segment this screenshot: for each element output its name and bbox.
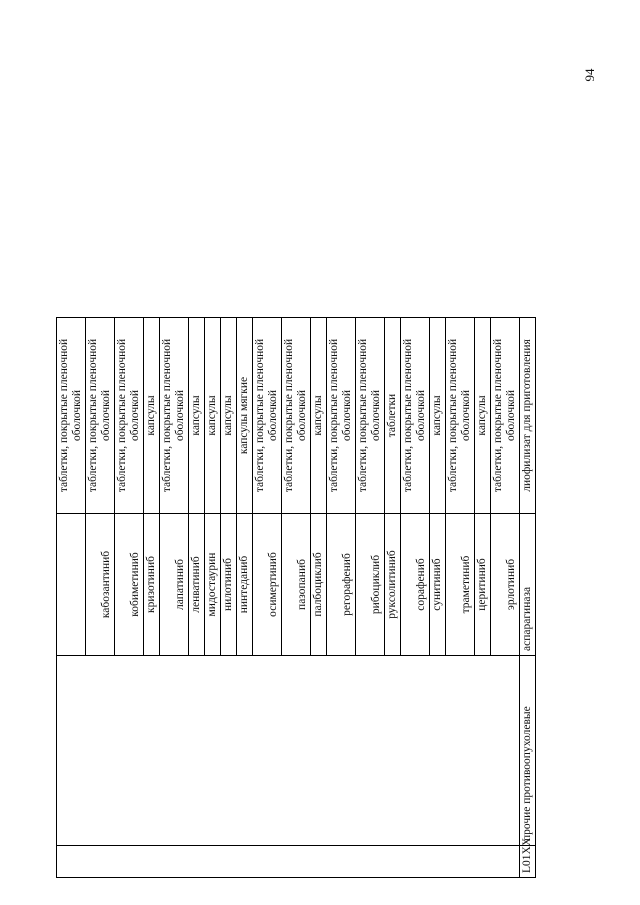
drug-name-cell: руксолитиниб xyxy=(385,514,401,656)
drug-table-body xyxy=(57,318,536,878)
drug-name-cell: регорафениб xyxy=(327,514,356,656)
dosage-form-cell: таблетки, покрытые пленочной оболочкой xyxy=(160,318,189,514)
table-row xyxy=(520,318,536,878)
drug-name-cell: церитиниб xyxy=(475,514,491,656)
drug-table-rotated xyxy=(56,318,552,878)
dosage-form-cell: капсулы xyxy=(144,318,160,514)
table-row xyxy=(57,318,86,878)
dosage-form-cell: таблетки, покрытые пленочной оболочкой xyxy=(115,318,144,514)
dosage-form-cell: капсулы мягкие xyxy=(237,318,253,514)
drug-table xyxy=(56,317,536,878)
drug-name-cell: ленватиниб xyxy=(189,514,205,656)
dosage-form-cell: капсулы xyxy=(311,318,327,514)
drug-name-cell: эрлотиниб xyxy=(491,514,520,656)
dosage-form-cell: таблетки, покрытые пленочной оболочкой xyxy=(491,318,520,514)
dosage-form-cell: таблетки xyxy=(385,318,401,514)
dosage-form-cell: лиофилизат для приготовления xyxy=(520,318,536,514)
dosage-form-cell: капсулы xyxy=(221,318,237,514)
atc-code-cell xyxy=(57,846,520,878)
drug-name-cell: нилотиниб xyxy=(221,514,237,656)
drug-name-cell xyxy=(57,514,86,656)
drug-name-cell: рибоциклиб xyxy=(356,514,385,656)
dosage-form-cell: таблетки, покрытые пленочной оболочкой xyxy=(327,318,356,514)
dosage-form-cell: таблетки, покрытые пленочной оболочкой xyxy=(86,318,115,514)
drug-name-cell: пазопаниб xyxy=(282,514,311,656)
dosage-form-cell: капсулы xyxy=(205,318,221,514)
drug-name-cell: сорафениб xyxy=(401,514,430,656)
group-cell xyxy=(57,656,520,846)
drug-name-cell: сунитиниб xyxy=(430,514,446,656)
drug-name-cell: кобиметиниб xyxy=(115,514,144,656)
dosage-form-cell: капсулы xyxy=(189,318,205,514)
drug-name-cell: нинтеданиб xyxy=(237,514,253,656)
drug-name-cell: аспарагиназа xyxy=(520,514,536,656)
atc-code-cell: L01XX xyxy=(520,846,536,878)
dosage-form-cell: капсулы xyxy=(475,318,491,514)
dosage-form-cell: таблетки, покрытые пленочной оболочкой xyxy=(401,318,430,514)
drug-name-cell: мидостаурин xyxy=(205,514,221,656)
dosage-form-cell: таблетки, покрытые пленочной оболочкой xyxy=(57,318,86,514)
drug-name-cell: осимертиниб xyxy=(253,514,282,656)
drug-name-cell: лапатиниб xyxy=(160,514,189,656)
dosage-form-cell: таблетки, покрытые пленочной оболочкой xyxy=(446,318,475,514)
drug-name-cell: траметиниб xyxy=(446,514,475,656)
drug-table-container xyxy=(56,318,552,878)
dosage-form-cell: таблетки, покрытые пленочной оболочкой xyxy=(253,318,282,514)
drug-name-cell: палбоциклиб xyxy=(311,514,327,656)
drug-name-cell: кабозантиниб xyxy=(86,514,115,656)
dosage-form-cell: таблетки, покрытые пленочной оболочкой xyxy=(356,318,385,514)
dosage-form-cell: капсулы xyxy=(430,318,446,514)
drug-name-cell: кризотиниб xyxy=(144,514,160,656)
dosage-form-cell: таблетки, покрытые пленочной оболочкой xyxy=(282,318,311,514)
group-cell: прочие противоопухолевые xyxy=(520,656,536,846)
page-number: 94 xyxy=(582,68,597,82)
